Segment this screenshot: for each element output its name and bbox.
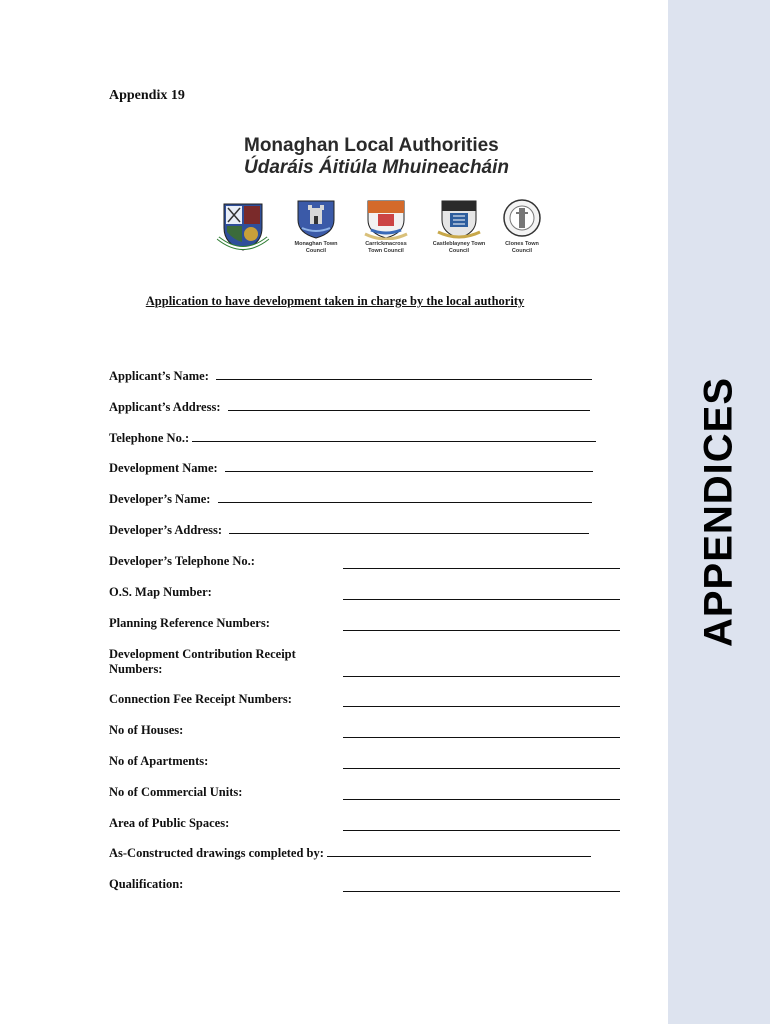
development-name-field[interactable]: Development Name: [109,461,593,476]
connection-fee-line[interactable] [343,695,620,707]
applicant-name-field[interactable]: Applicant’s Name: [109,369,592,384]
clones-crest: Clones Town Council [497,198,547,254]
planning-reference-line[interactable] [343,619,620,631]
applicant-address-line[interactable] [228,400,590,411]
development-contribution-field[interactable]: Development Contribution Receipt Numbers: [109,647,620,679]
appendix-number: Appendix 19 [109,88,185,103]
county-council-crest [213,198,273,257]
no-of-commercial-units-field[interactable]: No of Commercial Units: [109,785,620,801]
qualification-line[interactable] [343,880,620,892]
developer-name-field[interactable]: Developer’s Name: [109,492,592,507]
org-name-irish: Údaráis Áitiúla Mhuineacháin [244,157,509,178]
applicant-name-line[interactable] [216,369,592,380]
sidebar-label: APPENDICES [696,376,741,648]
as-constructed-line[interactable] [327,846,591,857]
no-of-apartments-field[interactable]: No of Apartments: [109,754,620,770]
no-of-commercial-units-line[interactable] [343,788,620,800]
telephone-line[interactable] [192,431,596,442]
developer-address-line[interactable] [229,523,589,534]
form-title: Application to have development taken in charge by the local authority [145,294,525,308]
planning-reference-field[interactable]: Planning Reference Numbers: [109,616,620,632]
developer-address-field[interactable]: Developer’s Address: [109,523,589,538]
org-name-english: Monaghan Local Authorities [244,135,499,156]
no-of-houses-line[interactable] [343,726,620,738]
carrickmacross-crest: Carrickmacross Town Council [360,198,412,254]
os-map-number-field[interactable]: O.S. Map Number: [109,585,620,601]
no-of-houses-field[interactable]: No of Houses: [109,723,620,739]
telephone-field[interactable]: Telephone No.: [109,431,596,446]
castleblayney-crest: Castleblayney Town Council [430,198,488,254]
developer-telephone-line[interactable] [343,557,620,569]
applicant-address-field[interactable]: Applicant’s Address: [109,400,590,415]
qualification-field[interactable]: Qualification: [109,877,620,893]
developer-name-line[interactable] [218,492,592,503]
monaghan-crest: Monaghan Town Council [291,198,341,254]
no-of-apartments-line[interactable] [343,757,620,769]
development-name-line[interactable] [225,461,593,472]
connection-fee-field[interactable]: Connection Fee Receipt Numbers: [109,692,620,708]
development-contribution-line[interactable] [343,665,620,677]
as-constructed-field[interactable]: As-Constructed drawings completed by: [109,846,591,861]
area-of-public-spaces-line[interactable] [343,819,620,831]
developer-telephone-field[interactable]: Developer’s Telephone No.: [109,554,620,570]
os-map-number-line[interactable] [343,588,620,600]
area-of-public-spaces-field[interactable]: Area of Public Spaces: [109,816,620,832]
